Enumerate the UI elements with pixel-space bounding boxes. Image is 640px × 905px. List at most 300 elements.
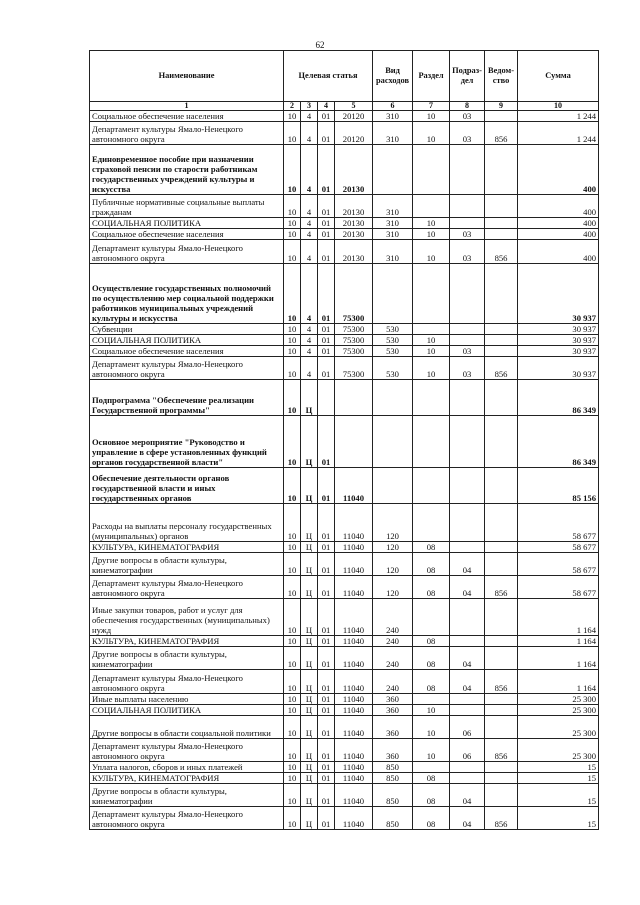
department: 856 [485,739,518,762]
subprogram-code: Ц [301,694,318,705]
program-code: 10 [284,694,301,705]
expense-type: 120 [373,576,413,599]
event-code: 01 [318,636,335,647]
section [413,599,450,636]
column-number: 3 [301,102,318,111]
direction-code: 20130 [335,195,373,218]
program-code: 10 [284,807,301,830]
event-code: 01 [318,694,335,705]
table-row [90,264,599,324]
department [485,145,518,195]
expense-type [373,416,413,468]
row-name: Департамент культуры Ямало-Ненецкого автономного округа [90,739,284,762]
sum: 15 [518,807,599,830]
section: 08 [413,670,450,694]
department [485,111,518,122]
subprogram-code: 4 [301,335,318,346]
row-name: Социальное обеспечение населения [90,229,284,240]
department: 856 [485,807,518,830]
department [485,195,518,218]
sum: 1 164 [518,636,599,647]
direction-code: 11040 [335,716,373,739]
subprogram-code: 4 [301,346,318,357]
direction-code: 11040 [335,542,373,553]
event-code: 01 [318,773,335,784]
subprogram-code: Ц [301,807,318,830]
sum: 1 164 [518,670,599,694]
program-code: 10 [284,111,301,122]
subprogram-code: Ц [301,784,318,807]
program-code: 10 [284,346,301,357]
event-code: 01 [318,553,335,576]
expense-type: 850 [373,807,413,830]
subsection: 03 [450,229,485,240]
program-code: 10 [284,195,301,218]
department [485,542,518,553]
row-name: Подпрограмма "Обеспечение реализации Государственной программы" [90,380,284,416]
program-code: 10 [284,739,301,762]
program-code: 10 [284,636,301,647]
sum: 30 937 [518,264,599,324]
department [485,647,518,670]
sum: 400 [518,240,599,264]
row-name: Уплата налогов, сборов и иных платежей [90,762,284,773]
section: 08 [413,807,450,830]
department [485,694,518,705]
row-name: Другие вопросы в области культуры, кинематографии [90,784,284,807]
table-row [90,380,599,416]
direction-code [335,380,373,416]
event-code: 01 [318,542,335,553]
event-code: 01 [318,324,335,335]
row-name: СОЦИАЛЬНАЯ ПОЛИТИКА [90,705,284,716]
program-code: 10 [284,705,301,716]
expense-type: 310 [373,240,413,264]
row-name: Публичные нормативные социальные выплаты гражданам [90,195,284,218]
column-number: 4 [318,102,335,111]
subsection: 06 [450,716,485,739]
subprogram-code: Ц [301,380,318,416]
row-name: Департамент культуры Ямало-Ненецкого автономного округа [90,122,284,145]
event-code: 01 [318,705,335,716]
sum: 85 156 [518,468,599,504]
expense-type [373,264,413,324]
program-code: 10 [284,240,301,264]
table-row [90,739,599,762]
table-row [90,636,599,647]
column-number: 1 [90,102,284,111]
subprogram-code: 4 [301,145,318,195]
event-code: 01 [318,240,335,264]
expense-type: 310 [373,218,413,229]
department [485,218,518,229]
row-name: СОЦИАЛЬНАЯ ПОЛИТИКА [90,218,284,229]
program-code: 10 [284,647,301,670]
subprogram-code: Ц [301,416,318,468]
subsection [450,380,485,416]
subsection [450,773,485,784]
section: 10 [413,218,450,229]
department: 856 [485,357,518,380]
direction-code: 11040 [335,694,373,705]
section: 10 [413,346,450,357]
program-code: 10 [284,218,301,229]
subsection: 06 [450,739,485,762]
sum: 15 [518,762,599,773]
table-row [90,122,599,145]
subsection: 03 [450,111,485,122]
expense-type: 530 [373,324,413,335]
section: 10 [413,111,450,122]
section: 10 [413,705,450,716]
section: 08 [413,553,450,576]
section [413,504,450,542]
header-expense-type: Вид расходов [373,51,413,102]
direction-code: 11040 [335,599,373,636]
sum: 400 [518,218,599,229]
subprogram-code: Ц [301,716,318,739]
column-number: 7 [413,102,450,111]
direction-code: 11040 [335,784,373,807]
subprogram-code: 4 [301,218,318,229]
row-name: СОЦИАЛЬНАЯ ПОЛИТИКА [90,335,284,346]
expense-type: 530 [373,357,413,380]
subsection [450,468,485,504]
direction-code: 11040 [335,762,373,773]
department [485,636,518,647]
subsection: 04 [450,647,485,670]
direction-code: 20130 [335,229,373,240]
section: 10 [413,240,450,264]
direction-code: 20120 [335,111,373,122]
direction-code: 11040 [335,468,373,504]
table-row [90,111,599,122]
subprogram-code: Ц [301,504,318,542]
program-code: 10 [284,229,301,240]
program-code: 10 [284,122,301,145]
expense-type: 310 [373,122,413,145]
expense-type: 850 [373,762,413,773]
subprogram-code: Ц [301,773,318,784]
expense-type [373,468,413,504]
section [413,416,450,468]
subsection: 03 [450,122,485,145]
sum: 1 244 [518,111,599,122]
expense-type: 310 [373,111,413,122]
direction-code: 11040 [335,553,373,576]
page-number: 62 [315,40,325,50]
direction-code: 75300 [335,324,373,335]
header-row [90,51,599,102]
section [413,195,450,218]
subsection [450,324,485,335]
table-row [90,324,599,335]
sum: 25 300 [518,716,599,739]
direction-code: 75300 [335,264,373,324]
sum: 400 [518,229,599,240]
department [485,380,518,416]
expense-type [373,380,413,416]
row-name: КУЛЬТУРА, КИНЕМАТОГРАФИЯ [90,773,284,784]
direction-code: 11040 [335,636,373,647]
section [413,762,450,773]
department [485,705,518,716]
header-name: Наименование [90,51,284,102]
subprogram-code: Ц [301,599,318,636]
direction-code: 20130 [335,240,373,264]
column-number: 6 [373,102,413,111]
row-name: Субвенции [90,324,284,335]
subsection: 04 [450,784,485,807]
event-code: 01 [318,416,335,468]
direction-code: 11040 [335,670,373,694]
subprogram-code: 4 [301,357,318,380]
event-code: 01 [318,762,335,773]
subprogram-code: Ц [301,542,318,553]
header-subsection: Подраз-дел [450,51,485,102]
subprogram-code: 4 [301,229,318,240]
expense-type: 120 [373,504,413,542]
sum: 58 677 [518,553,599,576]
table-row [90,694,599,705]
table-row [90,335,599,346]
expense-type: 850 [373,784,413,807]
row-name: Иные выплаты населению [90,694,284,705]
subsection: 04 [450,553,485,576]
department: 856 [485,576,518,599]
subprogram-code: Ц [301,576,318,599]
row-name: Департамент культуры Ямало-Ненецкого автономного округа [90,670,284,694]
subprogram-code: 4 [301,324,318,335]
event-code: 01 [318,229,335,240]
program-code: 10 [284,416,301,468]
subprogram-code: Ц [301,705,318,716]
section: 08 [413,636,450,647]
department [485,335,518,346]
column-number: 8 [450,102,485,111]
section [413,264,450,324]
expense-type: 850 [373,773,413,784]
expense-type: 360 [373,739,413,762]
row-name: Обеспечение деятельности органов государственной власти и иных государственных органов [90,468,284,504]
table-row [90,218,599,229]
event-code: 01 [318,346,335,357]
expense-type [373,145,413,195]
table-row [90,195,599,218]
event-code: 01 [318,145,335,195]
table-row [90,357,599,380]
subsection: 03 [450,240,485,264]
event-code: 01 [318,122,335,145]
row-name: Осуществление государственных полномочий по осуществлению мер социальной поддержки работников муниципальных учреждений культуры и искусства [90,264,284,324]
expense-type: 240 [373,647,413,670]
sum: 58 677 [518,542,599,553]
subsection [450,542,485,553]
sum: 15 [518,773,599,784]
event-code: 01 [318,335,335,346]
subsection [450,762,485,773]
expense-type: 240 [373,636,413,647]
section [413,468,450,504]
sum: 30 937 [518,346,599,357]
event-code: 01 [318,576,335,599]
program-code: 10 [284,670,301,694]
table-row [90,145,599,195]
section: 10 [413,739,450,762]
sum: 400 [518,195,599,218]
row-name: Единовременное пособие при назначении страховой пенсии по старости работникам государственных учреждений культуры и искусства [90,145,284,195]
section: 10 [413,357,450,380]
event-code: 01 [318,504,335,542]
subprogram-code: 4 [301,240,318,264]
section: 08 [413,542,450,553]
department [485,553,518,576]
table-row [90,762,599,773]
subsection: 04 [450,576,485,599]
table-row [90,542,599,553]
section: 10 [413,122,450,145]
subsection [450,416,485,468]
table-row [90,716,599,739]
table-row [90,576,599,599]
event-code: 01 [318,111,335,122]
subsection [450,636,485,647]
event-code: 01 [318,739,335,762]
subsection [450,504,485,542]
direction-code: 11040 [335,705,373,716]
event-code: 01 [318,784,335,807]
event-code: 01 [318,264,335,324]
direction-code: 20120 [335,122,373,145]
column-number: 2 [284,102,301,111]
program-code: 10 [284,784,301,807]
department: 856 [485,122,518,145]
sum: 30 937 [518,357,599,380]
sum: 400 [518,145,599,195]
section [413,324,450,335]
row-name: Социальное обеспечение населения [90,346,284,357]
subsection [450,264,485,324]
subprogram-code: Ц [301,670,318,694]
sum: 25 300 [518,694,599,705]
table-body [90,111,599,830]
direction-code: 11040 [335,807,373,830]
table-row [90,229,599,240]
direction-code: 75300 [335,335,373,346]
subsection [450,599,485,636]
program-code: 10 [284,145,301,195]
header-target-article: Целевая статья [284,51,373,102]
expense-type: 360 [373,694,413,705]
row-name: Департамент культуры Ямало-Ненецкого автономного округа [90,240,284,264]
expense-type: 120 [373,542,413,553]
sum: 30 937 [518,324,599,335]
row-name: КУЛЬТУРА, КИНЕМАТОГРАФИЯ [90,636,284,647]
program-code: 10 [284,716,301,739]
department [485,416,518,468]
row-name: Другие вопросы в области культуры, кинематографии [90,647,284,670]
expense-type: 310 [373,195,413,218]
subprogram-code: 4 [301,264,318,324]
subsection [450,218,485,229]
program-code: 10 [284,357,301,380]
table-row [90,504,599,542]
subsection [450,195,485,218]
sum: 1 164 [518,599,599,636]
table-row [90,670,599,694]
subprogram-code: Ц [301,762,318,773]
event-code [318,380,335,416]
column-number: 9 [485,102,518,111]
department [485,762,518,773]
program-code: 10 [284,335,301,346]
section: 10 [413,716,450,739]
row-name: Департамент культуры Ямало-Ненецкого автономного округа [90,576,284,599]
department [485,784,518,807]
event-code: 01 [318,716,335,739]
department [485,264,518,324]
table-row [90,705,599,716]
direction-code: 20130 [335,145,373,195]
expense-type: 240 [373,670,413,694]
sum: 25 300 [518,705,599,716]
department [485,346,518,357]
subsection [450,145,485,195]
expense-type: 240 [373,599,413,636]
expense-type: 120 [373,553,413,576]
direction-code: 11040 [335,773,373,784]
subprogram-code: Ц [301,647,318,670]
expense-type: 530 [373,335,413,346]
sum: 30 937 [518,335,599,346]
program-code: 10 [284,380,301,416]
sum: 58 677 [518,576,599,599]
direction-code: 11040 [335,647,373,670]
program-code: 10 [284,324,301,335]
expense-type: 310 [373,229,413,240]
section: 08 [413,773,450,784]
table-row [90,416,599,468]
subprogram-code: 4 [301,111,318,122]
department [485,504,518,542]
row-name: Расходы на выплаты персоналу государственных (муниципальных) органов [90,504,284,542]
row-name: Департамент культуры Ямало-Ненецкого автономного округа [90,807,284,830]
header-sum: Сумма [518,51,599,102]
section: 10 [413,229,450,240]
subsection: 03 [450,346,485,357]
section [413,380,450,416]
subprogram-code: Ц [301,468,318,504]
column-number-row [90,102,599,111]
column-number: 10 [518,102,599,111]
program-code: 10 [284,762,301,773]
program-code: 10 [284,773,301,784]
event-code: 01 [318,195,335,218]
direction-code: 75300 [335,357,373,380]
table-row [90,773,599,784]
department: 856 [485,240,518,264]
direction-code [335,416,373,468]
event-code: 01 [318,218,335,229]
subprogram-code: Ц [301,636,318,647]
section: 10 [413,335,450,346]
event-code: 01 [318,599,335,636]
program-code: 10 [284,468,301,504]
department: 856 [485,670,518,694]
department [485,716,518,739]
table-row [90,346,599,357]
row-name: Социальное обеспечение населения [90,111,284,122]
